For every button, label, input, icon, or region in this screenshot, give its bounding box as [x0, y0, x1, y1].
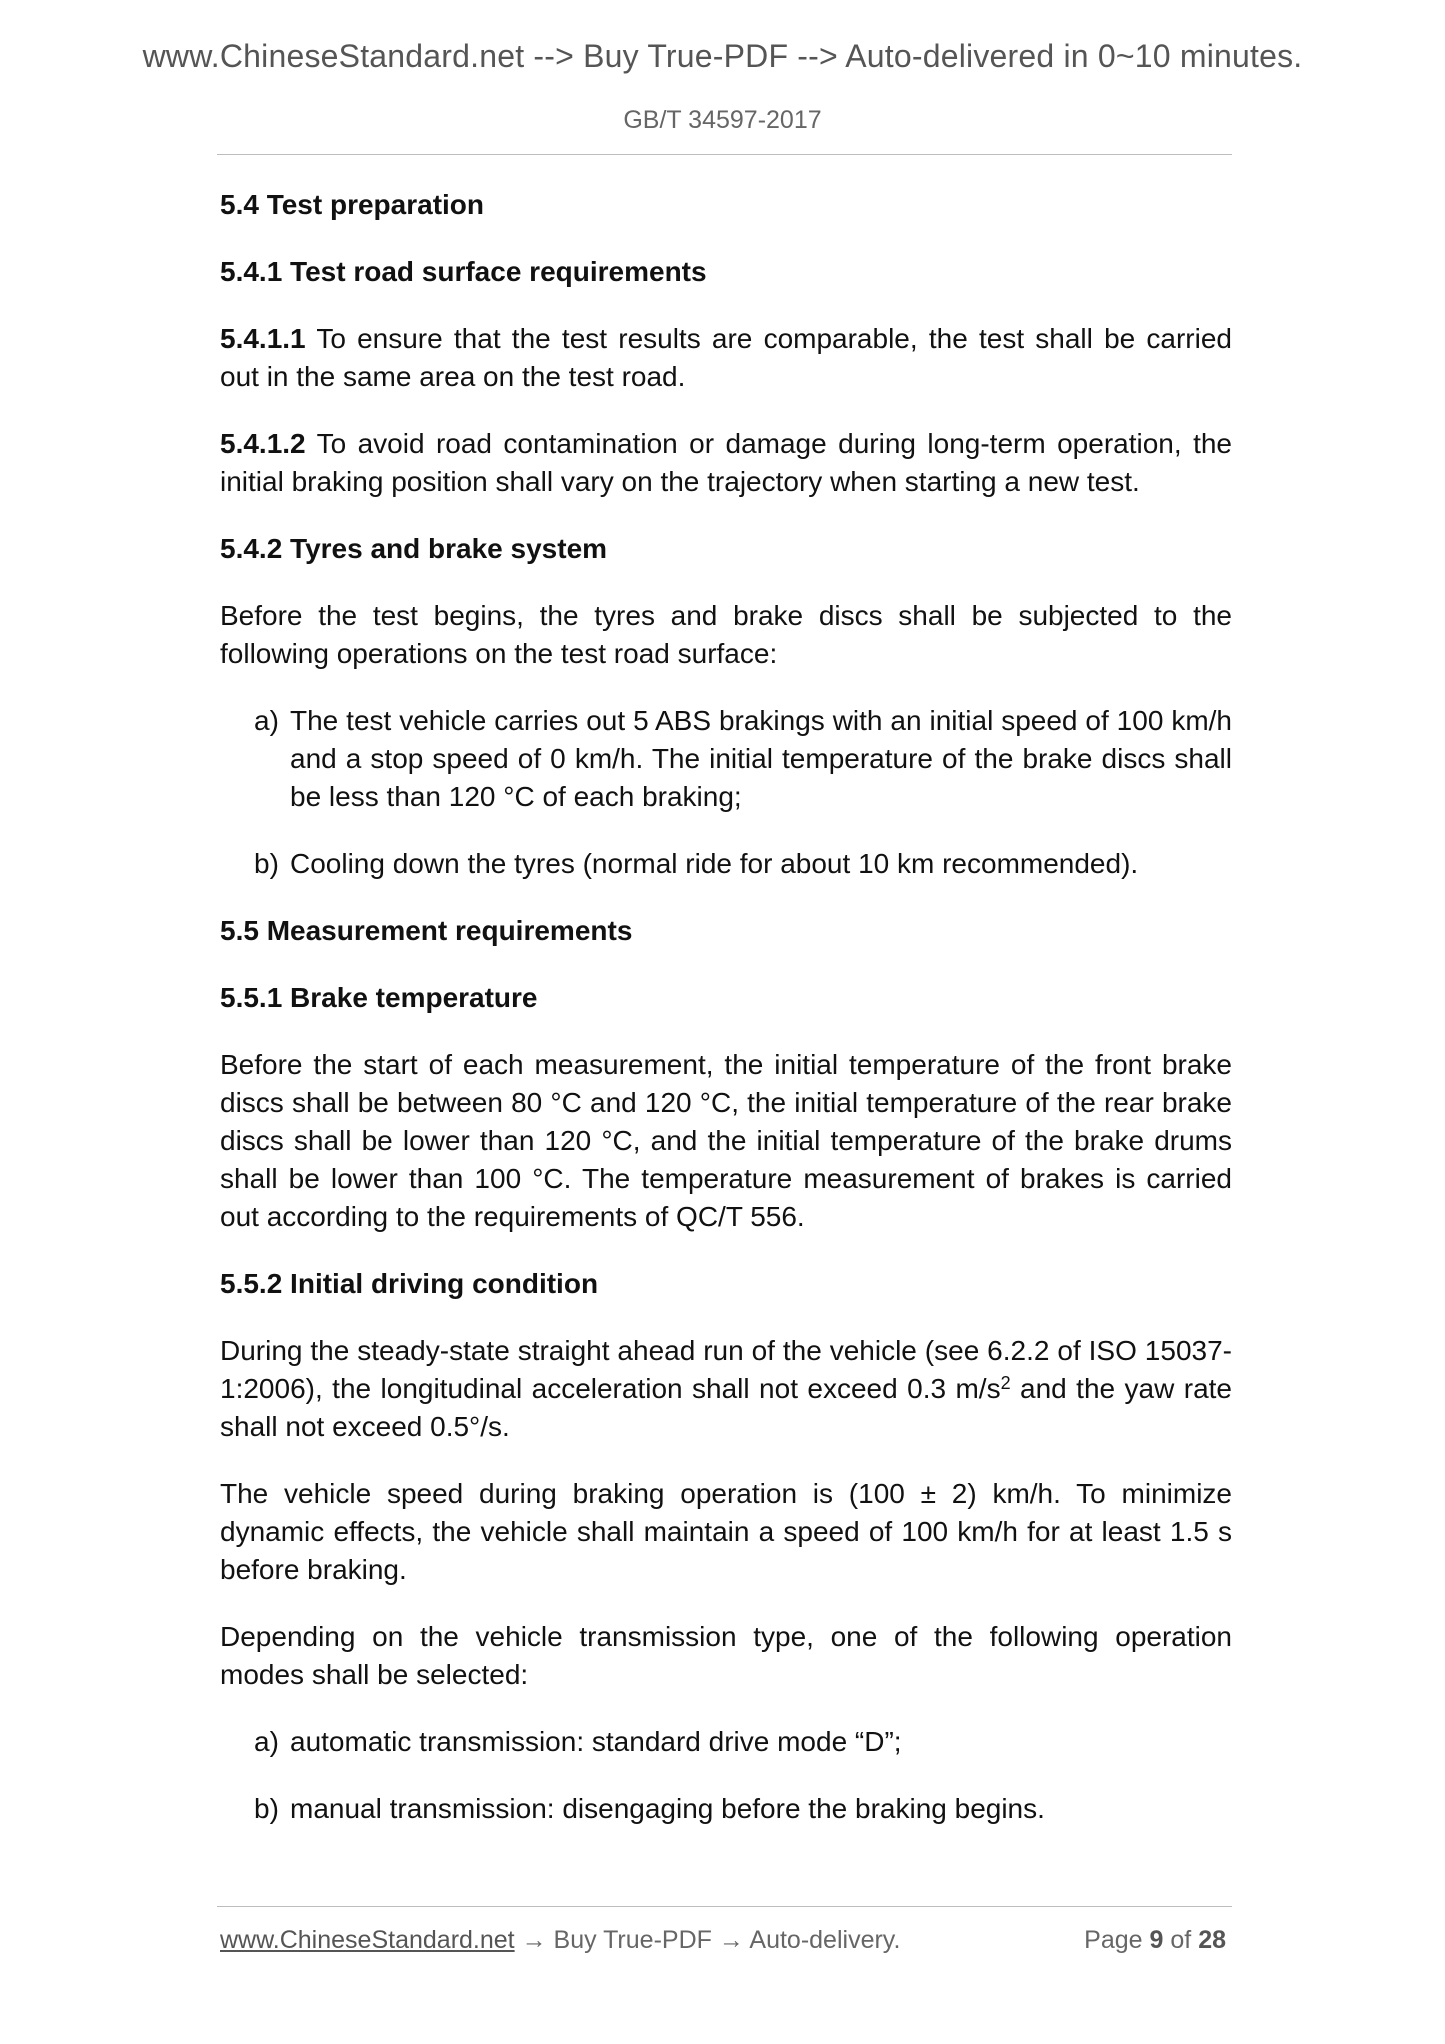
- heading-5-5-2: 5.5.2 Initial driving condition: [220, 1268, 599, 1299]
- header-divider: [217, 154, 1232, 155]
- standard-id: GB/T 34597-2017: [623, 106, 822, 134]
- list-item: [220, 845, 1232, 883]
- paragraph-5-5-2-a: [220, 1332, 1232, 1446]
- document-body: [220, 186, 1232, 1857]
- paragraph-5-4-1-1: [220, 320, 1232, 396]
- heading-5-4-1: 5.4.1 Test road surface requirements: [220, 256, 707, 287]
- paragraph-5-5-2-c: Depending on the vehicle transmission type, one of the following operation modes shall be selected:: [220, 1621, 1232, 1690]
- clause-number: 5.4.1.1: [220, 323, 306, 354]
- list-marker: b): [254, 848, 279, 879]
- page-indicator: [1084, 1926, 1226, 1955]
- superscript: 2: [1000, 1373, 1011, 1393]
- paragraph-5-4-2-intro: Before the test begins, the tyres and brake discs shall be subjected to the following operations on the test road surface:: [220, 600, 1232, 669]
- paragraph-5-4-1-2: [220, 425, 1232, 501]
- clause-number: 5.4.1.2: [220, 428, 306, 459]
- paragraph-text: During the steady-state straight ahead run of the vehicle (see 6.2.2 of ISO 15037-1:2006), the longitudinal acceleration shall not exceed 0.3 m/s: [220, 1335, 1232, 1404]
- list-text: automatic transmission: standard drive mode “D”;: [290, 1726, 902, 1757]
- paragraph-5-5-1: Before the start of each measurement, the initial temperature of the front brake discs shall be between 80 °C and 120 °C, the initial temperature of the rear brake discs shall be lower than 120 °C, and the initial temperature of the brake drums shall be lower than 100 °C. The temperature measurement of brakes is carried out according to the requirements of QC/T 556.: [220, 1049, 1232, 1232]
- top-banner[interactable]: www.ChineseStandard.net --> Buy True-PDF --> Auto-delivered in 0~10 minutes.: [142, 38, 1303, 74]
- paragraph-text: and the yaw rate shall not exceed 0.5°/s.: [220, 1373, 1232, 1442]
- heading-5-5: 5.5 Measurement requirements: [220, 915, 633, 946]
- of-label: of: [1170, 1926, 1192, 1954]
- footer-divider: [217, 1906, 1232, 1907]
- list-marker: a): [254, 705, 279, 736]
- list-item: [220, 1723, 1232, 1761]
- clause-text: To ensure that the test results are comparable, the test shall be carried out in the same area on the test road.: [220, 323, 1232, 392]
- list-marker: a): [254, 1726, 279, 1757]
- list-marker: b): [254, 1793, 279, 1824]
- page-total: 28: [1198, 1926, 1226, 1954]
- heading-5-4: 5.4 Test preparation: [220, 189, 485, 220]
- page-number: 9: [1149, 1926, 1164, 1954]
- clause-text: To avoid road contamination or damage during long-term operation, the initial braking position shall vary on the trajectory when starting a new test.: [220, 428, 1232, 497]
- paragraph-5-5-2-b: The vehicle speed during braking operation is (100 ± 2) km/h. To minimize dynamic effects, the vehicle shall maintain a speed of 100 km/h for at least 1.5 s before braking.: [220, 1478, 1232, 1585]
- footer-link[interactable]: www.ChineseStandard.net: [220, 1926, 515, 1954]
- heading-5-4-2: 5.4.2 Tyres and brake system: [220, 533, 608, 564]
- page-footer: [220, 1926, 1232, 1955]
- list-text: The test vehicle carries out 5 ABS brakings with an initial speed of 100 km/h and a stop speed of 0 km/h. The initial temperature of the brake discs shall be less than 120 °C of each braking;: [290, 705, 1232, 812]
- list-text: manual transmission: disengaging before the braking begins.: [290, 1793, 1045, 1824]
- list-item: [220, 1790, 1232, 1828]
- heading-5-5-1: 5.5.1 Brake temperature: [220, 982, 538, 1013]
- footer-text: → Buy True-PDF → Auto-delivery.: [514, 1926, 901, 1954]
- list-text: Cooling down the tyres (normal ride for about 10 km recommended).: [290, 848, 1139, 879]
- list-item: [220, 702, 1232, 816]
- page-label: Page: [1084, 1926, 1143, 1954]
